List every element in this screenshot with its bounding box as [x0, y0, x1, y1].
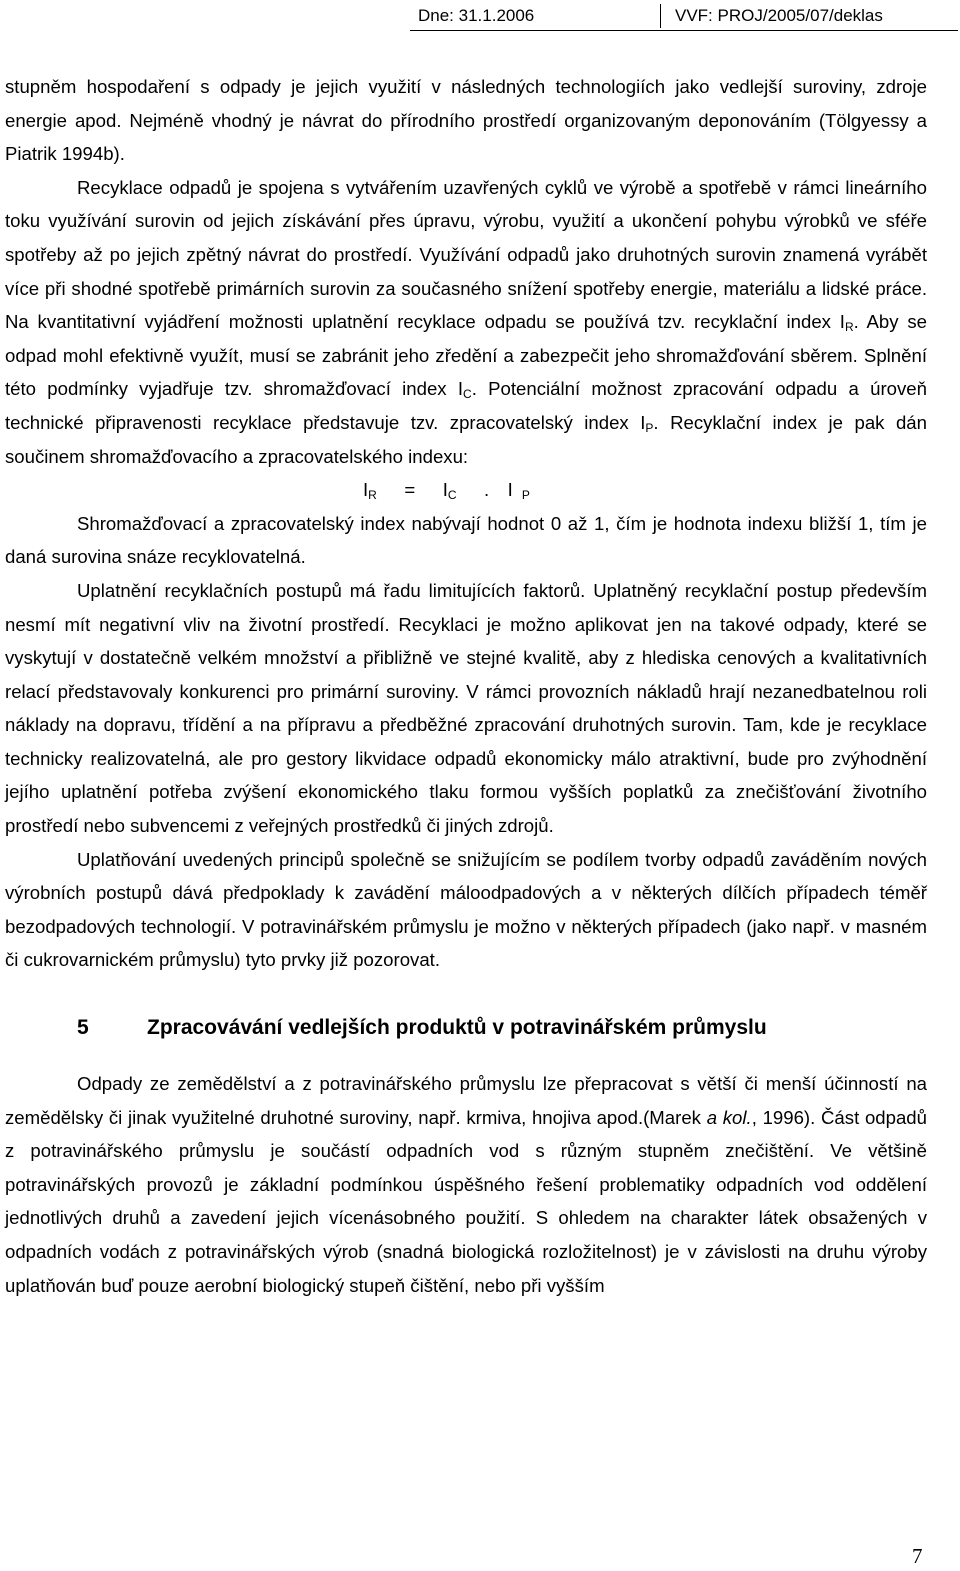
document-body [5, 70, 927, 1302]
formula-equals: = [404, 479, 416, 501]
formula-subscript: R [368, 488, 377, 503]
formula-subscript: P [521, 488, 530, 503]
header-reference: VVF: PROJ/2005/07/deklas [675, 6, 883, 25]
paragraph-recycling [5, 171, 927, 473]
text-segment: Recyklace odpadů je spojena s vytvářením uzavřených cyklů ve výrobě a spotřebě v rámci lineárního toku využívání surovin od jejich získávání přes úpravu, výrobu, využití a ukončení pohybu výrobků ve sféře spotřeby až po jejich zpětný návrat do prostředí. Využívání odpadů jako druhotných surovin znamená vyrábět více při shodné spotřebě primárních surovin za současného snížení spotřeby energie, materiálu a lidské práce. Na kvantitativní vyjádření možnosti uplatnění recyklace odpadu se používá tzv. recyklační index I [5, 176, 927, 333]
text-segment: . Recyklační index je pak dán součinem shromažďovacího a zpracovatelského indexu: [5, 411, 927, 467]
section-title: Zpracovávání vedlejších produktů v potravinářském průmyslu [147, 1016, 767, 1040]
text-segment: Odpady ze zemědělství a z potravinářského průmyslu lze přepracovat s větší či menší účinností na zemědělsky či jinak využitelné druhotné suroviny, např. krmiva, hnojiva apod.(Marek [5, 1073, 927, 1128]
formula-dot: . [484, 479, 490, 501]
text-segment: , 1996). Část odpadů z potravinářského průmyslu je součástí odpadních vod s různým stupněm znečištění. Ve většině potravinářských provozů je základní podmínkou úspěšného řešení problematiky odpadních vod oddělení jednotlivých druhů a zavedení jejich vícenásobného použití. S ohledem na charakter látek obsažených v odpadních vodách z potravinářských výrob (snadná biologická rozložitelnost) je v závislosti na druhu výroby uplatňován buď pouze aerobní biologický stupeň čištění, nebo při vyšším [5, 1106, 927, 1296]
page-header [410, 2, 958, 29]
citation-italic: a kol. [706, 1106, 752, 1128]
text-segment: . Potenciální možnost zpracování odpadu a úroveň technické připravenosti recyklace představuje tzv. zpracovatelský index I [5, 378, 927, 433]
formula-symbol: I [363, 479, 369, 501]
formula-symbol: I [442, 479, 448, 501]
formula-recycling-index [5, 473, 927, 507]
paragraph-index-values: Shromažďovací a zpracovatelský index nabývají hodnot 0 až 1, čím je hodnota indexu bližší 1, tím je daná surovina snáze recyklovatelná. [5, 512, 927, 568]
formula-symbol: I [507, 479, 513, 501]
header-date: Dne: 31.1.2006 [418, 6, 535, 25]
subscript: R [844, 320, 854, 335]
subscript: P [645, 420, 654, 435]
paragraph-food-industry-waste [5, 1067, 927, 1302]
section-heading [5, 1011, 927, 1045]
subscript: C [463, 387, 472, 402]
section-number: 5 [77, 1016, 89, 1040]
formula-subscript: C [447, 488, 457, 503]
paragraph-principles: Uplatňování uvedených principů společně se snižujícím se podílem tvorby odpadů zaváděním nových výrobních postupů dává předpoklady k zavádění máloodpadových a v některých dílčích případech téměř bezodpadových technologií. V potravinářském průmyslu je možno v některých případech (jako např. v masném či cukrovarnickém průmyslu) tyto prvky již pozorovat. [5, 848, 927, 971]
text-segment: . Aby se odpad mohl efektivně využít, musí se zabránit jeho zředění a zabezpečit jeho shromažďování sběrem. Splnění této podmínky vyjadřuje tzv. shromažďovací index I [5, 311, 927, 400]
paragraph-limiting-factors: Uplatnění recyklačních postupů má řadu limitujících faktorů. Uplatněný recyklační postup především nesmí mít negativní vliv na životní prostředí. Recyklaci je možno aplikovat jen na takové odpady, které se vyskytují v dostatečně velkém množství a přibližně ve stejné kvalitě, aby z hlediska cenových a kvalitativních relací představovaly konkurenci pro primární suroviny. V rámci provozních nákladů hrají nezanedbatelnou roli náklady na dopravu, třídění a na přípravu a předběžné zpracování druhotných surovin. Tam, kde je recyklace technicky realizovatelná, ale pro gestory likvidace odpadů ekonomicky málo atraktivní, bude pro zvýhodnění jejího uplatnění potřeba zvýšení ekonomického tlaku formou vyšších poplatků za znečišťování životního prostředí nebo subvencemi z veřejných prostředků či jiných zdrojů. [5, 579, 927, 837]
page-number: 7 [912, 1544, 923, 1568]
header-separator [660, 4, 661, 28]
header-rule [410, 30, 958, 31]
paragraph-intro: stupněm hospodaření s odpady je jejich využití v následných technologiích jako vedlejší suroviny, zdroje energie apod. Nejméně vhodný je návrat do přírodního prostředí organizovaným deponováním (Tölgyessy a Piatrik 1994b). [5, 76, 927, 165]
